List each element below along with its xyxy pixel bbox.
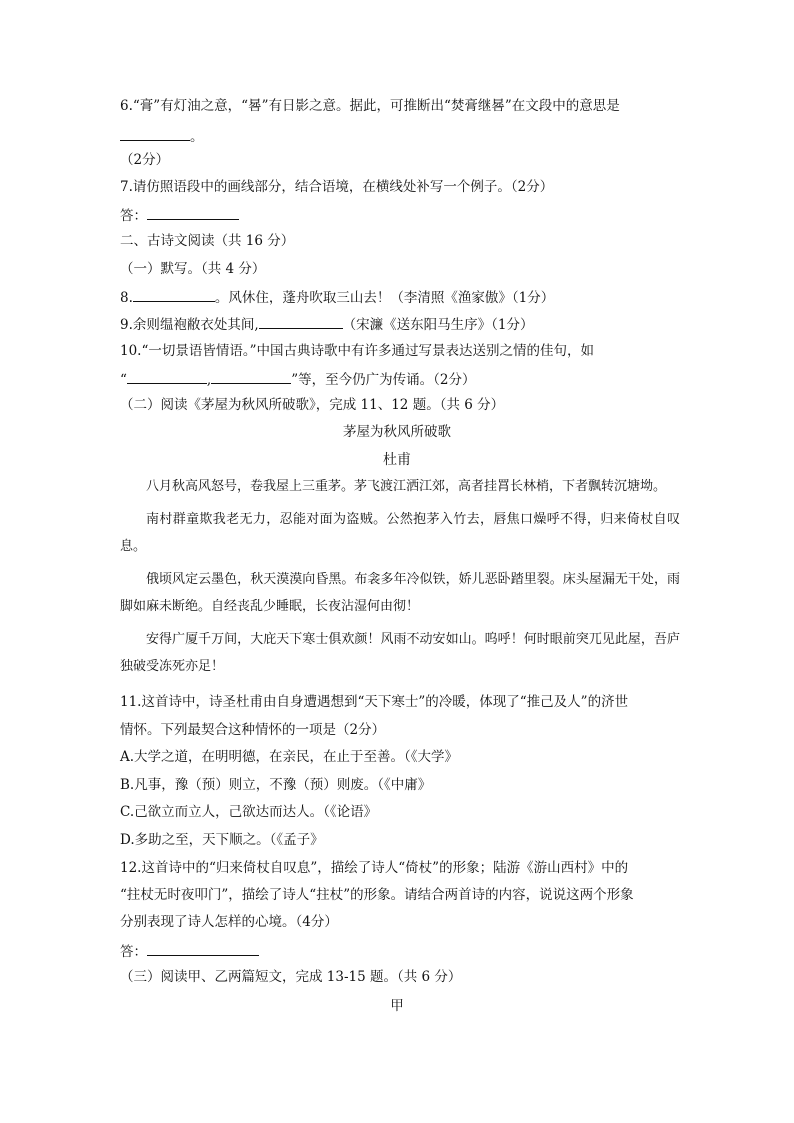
- q11-option-a[interactable]: A.大学之道，在明明德，在亲民，在止于至善。（《大学》: [120, 749, 459, 765]
- q6-line2-end: 。: [190, 129, 204, 145]
- q8-text: 。风休住，蓬舟吹取三山去！（李清照《渔家傲》（1分）: [214, 290, 555, 306]
- poem-stanza: 八月秋高风怒号，卷我屋上三重茅。茅飞渡江洒江郊，高者挂罥长林梢，下者飘转沉塘坳。: [146, 479, 667, 494]
- q7-answer-label: 答：: [120, 208, 147, 224]
- q7-text: 7.请仿照语段中的画线部分，结合语境，在横线处补写一个例子。（2分）: [120, 179, 554, 195]
- part3-sub: 甲: [390, 998, 404, 1014]
- q11-option-c[interactable]: C.己欲立而立人，己欲达而达人。（《论语》: [120, 804, 378, 820]
- q11-line1: 11.这首诗中，诗圣杜甫由自身遭遇想到“天下寒士”的冷暖，体现了“推己及人”的济世: [120, 694, 629, 710]
- q10-line1: 10.“一切景语皆情语。”中国古典诗歌中有许多通过写景表达送别之情的佳句，如: [120, 343, 595, 359]
- section2-part1: （一）默写。（共 4 分）: [120, 261, 266, 277]
- poem-stanza: 俄顷风定云墨色，秋天漠漠向昏黑。布衾多年冷似铁，娇儿恶卧踏里裂。床头屋漏无干处，雨脚如麻未断绝。自经丧乱少睡眠，长夜沾湿何由彻！: [120, 572, 680, 614]
- section2-title: 二、古诗文阅读（共 16 分）: [120, 233, 295, 249]
- q8-answer-blank[interactable]: [133, 287, 215, 302]
- q12-answer-label: 答：: [120, 944, 147, 960]
- q7-answer: [120, 205, 239, 225]
- poem-author: 杜甫: [383, 452, 411, 468]
- q10-answer-blank-2[interactable]: [211, 369, 291, 384]
- q9: [120, 314, 534, 334]
- poem-stanza: 南村群童欺我老无力，忍能对面为盗贼。公然抱茅入竹去，唇焦口燥呼不得，归来倚杖自叹息。: [120, 512, 680, 554]
- q9-text-before: 9.余则缊袍敝衣处其间,: [120, 317, 259, 333]
- q11-line2: 情怀。下列最契合这种情怀的一项是（2分）: [120, 722, 386, 738]
- q6-line1: 6.“膏”有灯油之意，“晷”有日影之意。据此，可推断出“焚膏继晷”在文段中的意思是: [120, 98, 620, 114]
- q12-line2: “拄杖无时夜叩门”，描绘了诗人“拄杖”的形象。请结合两首诗的内容，说说这两个形象: [120, 887, 634, 903]
- q10-answer-blank-1[interactable]: [127, 369, 207, 384]
- q10-line2: [120, 369, 475, 389]
- poem-stanza: 安得广厦千万间，大庇天下寒士俱欢颜！风雨不动安如山。呜呼！何时眼前突兀见此屋，吾庐独破受冻死亦足！: [120, 632, 680, 674]
- q6-answer-blank[interactable]: [120, 126, 190, 141]
- q6-line2: [120, 126, 204, 146]
- q7-answer-blank[interactable]: [147, 205, 239, 220]
- part3-heading: （三）阅读甲、乙两篇短文，完成 13-15 题。（共 6 分）: [120, 969, 462, 985]
- q9-answer-blank[interactable]: [259, 314, 343, 329]
- q10-line2-after: ”等，至今仍广为传诵。（2分）: [291, 372, 476, 388]
- q6-score: （2分）: [120, 152, 170, 168]
- q8-num: 8.: [120, 290, 133, 306]
- q12-line1: 12.这首诗中的“归来倚杖自叹息”，描绘了诗人“倚杖”的形象；陆游《游山西村》中的: [120, 860, 629, 876]
- q12-answer-blank[interactable]: [147, 941, 259, 956]
- q11-option-b[interactable]: B.凡事，豫（预）则立，不豫（预）则废。（《中庸》: [120, 777, 432, 793]
- q9-text-after: （宋濂《送东阳马生序》（1分）: [342, 317, 534, 333]
- q11-option-d[interactable]: D.多助之至，天下顺之。（《孟子》: [120, 832, 324, 848]
- q12-line3: 分别表现了诗人怎样的心境。（4分）: [120, 914, 338, 930]
- q12-answer: [120, 941, 259, 961]
- poem-title: 茅屋为秋风所破歌: [343, 424, 451, 440]
- q10-comma: ,: [206, 372, 212, 388]
- q8: [120, 287, 554, 307]
- poem-body: [120, 473, 680, 686]
- part2-heading: （二）阅读《茅屋为秋风所破歌》，完成 11、12 题。（共 6 分）: [120, 397, 505, 413]
- q10-open-quote: “: [120, 372, 127, 388]
